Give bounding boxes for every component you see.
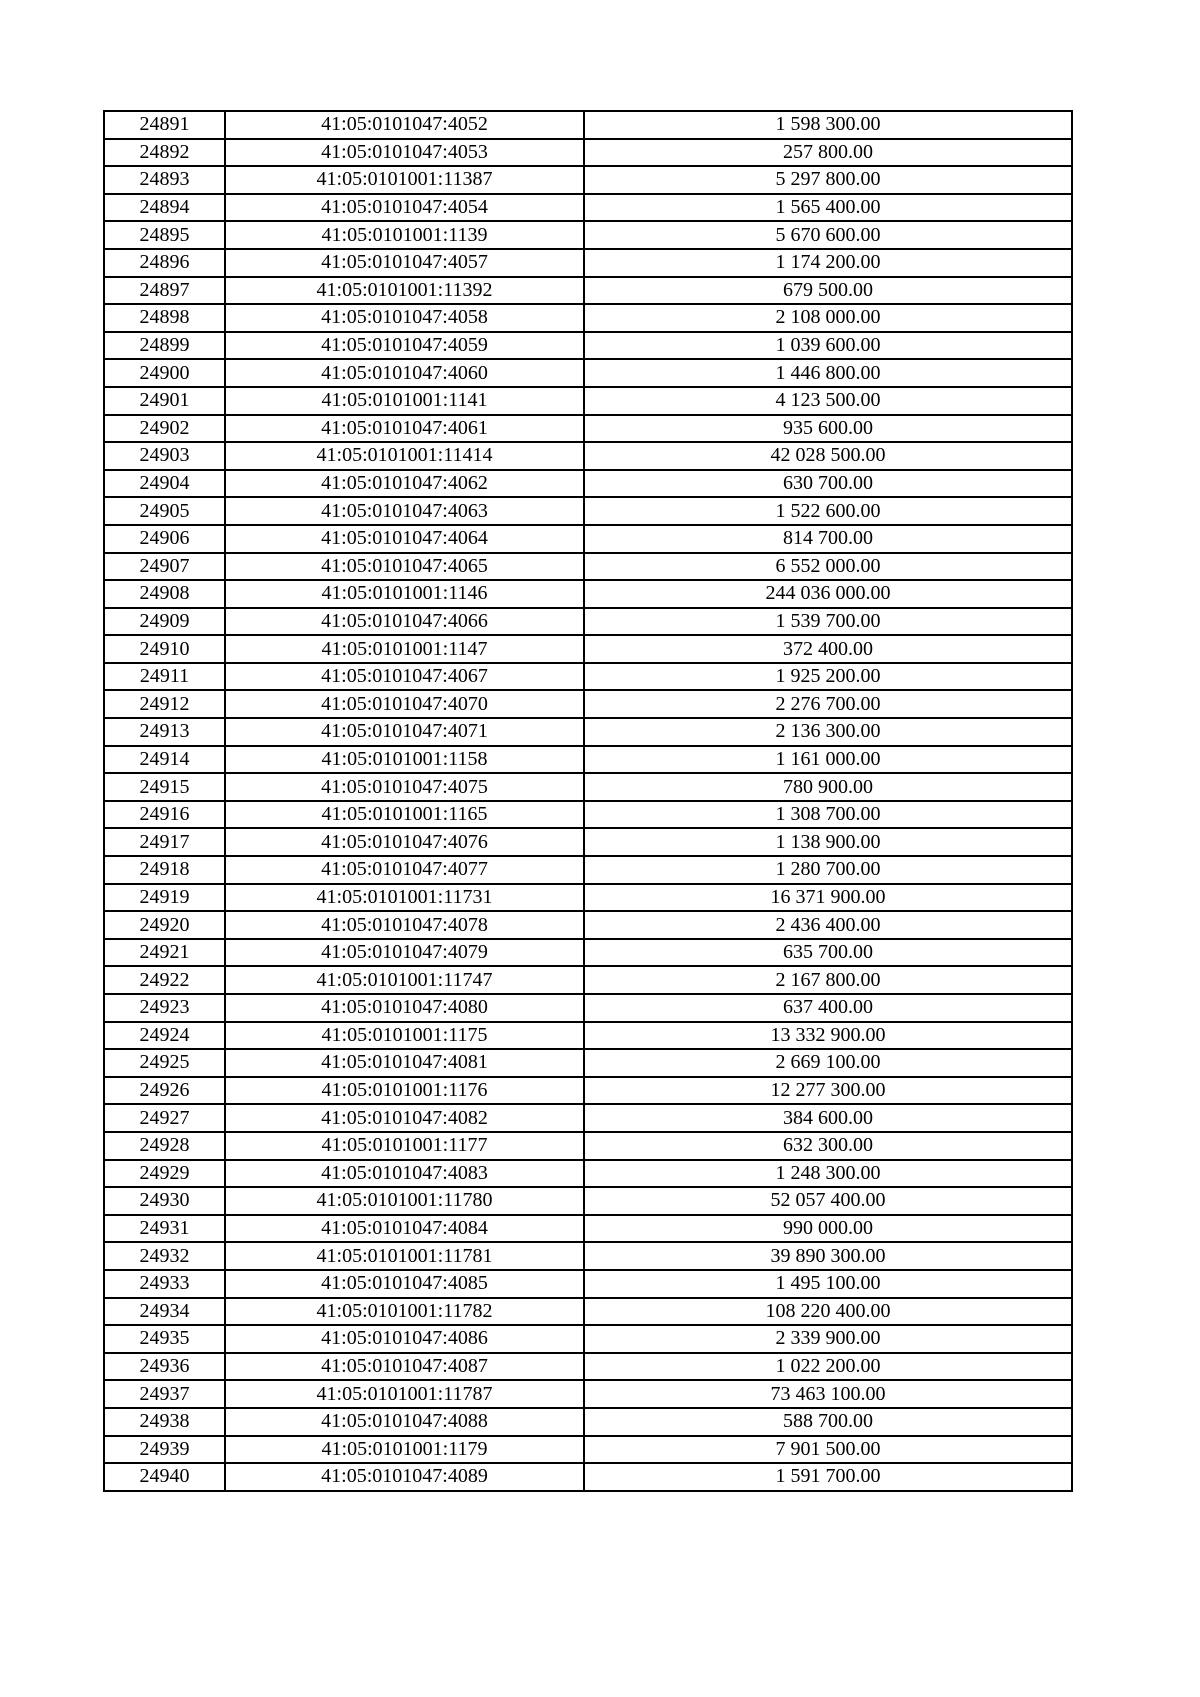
cadastral-number-cell: 41:05:0101047:4089 bbox=[225, 1463, 584, 1491]
cadastral-value-cell: 384 600.00 bbox=[584, 1104, 1072, 1132]
row-number-cell: 24919 bbox=[104, 884, 225, 912]
cadastral-number-cell: 41:05:0101001:1175 bbox=[225, 1022, 584, 1050]
cadastral-number-cell: 41:05:0101047:4057 bbox=[225, 249, 584, 277]
cadastral-value-cell: 1 522 600.00 bbox=[584, 497, 1072, 525]
table-row bbox=[104, 608, 1072, 636]
table-row bbox=[104, 801, 1072, 829]
cadastral-value-cell: 2 276 700.00 bbox=[584, 690, 1072, 718]
table-row bbox=[104, 1270, 1072, 1298]
table-row bbox=[104, 553, 1072, 581]
row-number-cell: 24902 bbox=[104, 415, 225, 443]
cadastral-number-cell: 41:05:0101001:1176 bbox=[225, 1077, 584, 1105]
cadastral-value-cell: 5 670 600.00 bbox=[584, 221, 1072, 249]
cadastral-value-cell: 257 800.00 bbox=[584, 139, 1072, 167]
table-row bbox=[104, 1408, 1072, 1436]
cadastral-value-cell: 1 495 100.00 bbox=[584, 1270, 1072, 1298]
row-number-cell: 24897 bbox=[104, 277, 225, 305]
cadastral-value-cell: 7 901 500.00 bbox=[584, 1436, 1072, 1464]
cadastral-number-cell: 41:05:0101001:11782 bbox=[225, 1298, 584, 1326]
cadastral-value-table bbox=[103, 110, 1073, 1492]
row-number-cell: 24920 bbox=[104, 911, 225, 939]
cadastral-value-cell: 244 036 000.00 bbox=[584, 580, 1072, 608]
row-number-cell: 24930 bbox=[104, 1187, 225, 1215]
cadastral-value-cell: 630 700.00 bbox=[584, 470, 1072, 498]
cadastral-value-cell: 2 436 400.00 bbox=[584, 911, 1072, 939]
row-number-cell: 24915 bbox=[104, 773, 225, 801]
cadastral-value-cell: 2 136 300.00 bbox=[584, 718, 1072, 746]
cadastral-number-cell: 41:05:0101047:4053 bbox=[225, 139, 584, 167]
cadastral-value-cell: 4 123 500.00 bbox=[584, 387, 1072, 415]
table-row bbox=[104, 994, 1072, 1022]
cadastral-number-cell: 41:05:0101001:11731 bbox=[225, 884, 584, 912]
cadastral-number-cell: 41:05:0101001:11781 bbox=[225, 1242, 584, 1270]
table-row bbox=[104, 966, 1072, 994]
cadastral-number-cell: 41:05:0101047:4060 bbox=[225, 359, 584, 387]
cadastral-value-cell: 679 500.00 bbox=[584, 277, 1072, 305]
row-number-cell: 24937 bbox=[104, 1380, 225, 1408]
row-number-cell: 24914 bbox=[104, 746, 225, 774]
cadastral-number-cell: 41:05:0101001:1179 bbox=[225, 1436, 584, 1464]
cadastral-value-cell: 1 308 700.00 bbox=[584, 801, 1072, 829]
row-number-cell: 24899 bbox=[104, 332, 225, 360]
cadastral-value-cell: 1 022 200.00 bbox=[584, 1353, 1072, 1381]
row-number-cell: 24933 bbox=[104, 1270, 225, 1298]
row-number-cell: 24907 bbox=[104, 553, 225, 581]
row-number-cell: 24898 bbox=[104, 304, 225, 332]
table-row bbox=[104, 1242, 1072, 1270]
cadastral-number-cell: 41:05:0101047:4054 bbox=[225, 194, 584, 222]
cadastral-value-cell: 6 552 000.00 bbox=[584, 553, 1072, 581]
row-number-cell: 24929 bbox=[104, 1160, 225, 1188]
cadastral-value-cell: 2 167 800.00 bbox=[584, 966, 1072, 994]
cadastral-number-cell: 41:05:0101047:4070 bbox=[225, 690, 584, 718]
table-row bbox=[104, 1463, 1072, 1491]
row-number-cell: 24936 bbox=[104, 1353, 225, 1381]
cadastral-value-cell: 780 900.00 bbox=[584, 773, 1072, 801]
table-row bbox=[104, 111, 1072, 139]
cadastral-value-cell: 372 400.00 bbox=[584, 635, 1072, 663]
table-row bbox=[104, 139, 1072, 167]
table-row bbox=[104, 1325, 1072, 1353]
cadastral-number-cell: 41:05:0101047:4081 bbox=[225, 1049, 584, 1077]
cadastral-value-cell: 1 565 400.00 bbox=[584, 194, 1072, 222]
table-row bbox=[104, 415, 1072, 443]
table-row bbox=[104, 387, 1072, 415]
table-row bbox=[104, 1132, 1072, 1160]
cadastral-number-cell: 41:05:0101047:4086 bbox=[225, 1325, 584, 1353]
row-number-cell: 24908 bbox=[104, 580, 225, 608]
cadastral-value-cell: 42 028 500.00 bbox=[584, 442, 1072, 470]
cadastral-number-cell: 41:05:0101001:11747 bbox=[225, 966, 584, 994]
cadastral-value-cell: 16 371 900.00 bbox=[584, 884, 1072, 912]
table-row bbox=[104, 1077, 1072, 1105]
cadastral-number-cell: 41:05:0101047:4078 bbox=[225, 911, 584, 939]
cadastral-value-cell: 632 300.00 bbox=[584, 1132, 1072, 1160]
cadastral-number-cell: 41:05:0101001:1158 bbox=[225, 746, 584, 774]
cadastral-number-cell: 41:05:0101047:4062 bbox=[225, 470, 584, 498]
cadastral-value-cell: 1 161 000.00 bbox=[584, 746, 1072, 774]
table-row bbox=[104, 470, 1072, 498]
table-row bbox=[104, 1298, 1072, 1326]
row-number-cell: 24927 bbox=[104, 1104, 225, 1132]
row-number-cell: 24934 bbox=[104, 1298, 225, 1326]
cadastral-value-cell: 1 446 800.00 bbox=[584, 359, 1072, 387]
row-number-cell: 24900 bbox=[104, 359, 225, 387]
cadastral-value-cell: 635 700.00 bbox=[584, 939, 1072, 967]
cadastral-number-cell: 41:05:0101001:1177 bbox=[225, 1132, 584, 1160]
cadastral-number-cell: 41:05:0101001:1165 bbox=[225, 801, 584, 829]
table-row bbox=[104, 166, 1072, 194]
row-number-cell: 24926 bbox=[104, 1077, 225, 1105]
cadastral-number-cell: 41:05:0101047:4085 bbox=[225, 1270, 584, 1298]
table-row bbox=[104, 1353, 1072, 1381]
cadastral-number-cell: 41:05:0101047:4087 bbox=[225, 1353, 584, 1381]
row-number-cell: 24924 bbox=[104, 1022, 225, 1050]
table-row bbox=[104, 884, 1072, 912]
table-row bbox=[104, 1380, 1072, 1408]
cadastral-number-cell: 41:05:0101047:4075 bbox=[225, 773, 584, 801]
table-row bbox=[104, 746, 1072, 774]
row-number-cell: 24938 bbox=[104, 1408, 225, 1436]
cadastral-value-cell: 13 332 900.00 bbox=[584, 1022, 1072, 1050]
table-row bbox=[104, 580, 1072, 608]
cadastral-number-cell: 41:05:0101047:4064 bbox=[225, 525, 584, 553]
row-number-cell: 24935 bbox=[104, 1325, 225, 1353]
table-row bbox=[104, 1022, 1072, 1050]
row-number-cell: 24940 bbox=[104, 1463, 225, 1491]
cadastral-number-cell: 41:05:0101001:11787 bbox=[225, 1380, 584, 1408]
table-row bbox=[104, 718, 1072, 746]
row-number-cell: 24916 bbox=[104, 801, 225, 829]
cadastral-value-cell: 73 463 100.00 bbox=[584, 1380, 1072, 1408]
row-number-cell: 24925 bbox=[104, 1049, 225, 1077]
cadastral-value-cell: 990 000.00 bbox=[584, 1215, 1072, 1243]
row-number-cell: 24917 bbox=[104, 828, 225, 856]
row-number-cell: 24901 bbox=[104, 387, 225, 415]
cadastral-value-cell: 2 339 900.00 bbox=[584, 1325, 1072, 1353]
cadastral-number-cell: 41:05:0101047:4052 bbox=[225, 111, 584, 139]
cadastral-value-cell: 588 700.00 bbox=[584, 1408, 1072, 1436]
cadastral-number-cell: 41:05:0101047:4083 bbox=[225, 1160, 584, 1188]
table-row bbox=[104, 525, 1072, 553]
cadastral-number-cell: 41:05:0101001:1147 bbox=[225, 635, 584, 663]
table-row bbox=[104, 277, 1072, 305]
cadastral-value-cell: 108 220 400.00 bbox=[584, 1298, 1072, 1326]
row-number-cell: 24918 bbox=[104, 856, 225, 884]
cadastral-value-cell: 52 057 400.00 bbox=[584, 1187, 1072, 1215]
cadastral-value-cell: 12 277 300.00 bbox=[584, 1077, 1072, 1105]
table-row bbox=[104, 635, 1072, 663]
table-row bbox=[104, 249, 1072, 277]
row-number-cell: 24910 bbox=[104, 635, 225, 663]
cadastral-value-cell: 1 591 700.00 bbox=[584, 1463, 1072, 1491]
cadastral-number-cell: 41:05:0101001:11780 bbox=[225, 1187, 584, 1215]
cadastral-value-cell: 1 280 700.00 bbox=[584, 856, 1072, 884]
cadastral-number-cell: 41:05:0101047:4076 bbox=[225, 828, 584, 856]
cadastral-number-cell: 41:05:0101001:11387 bbox=[225, 166, 584, 194]
table-row bbox=[104, 1104, 1072, 1132]
cadastral-number-cell: 41:05:0101047:4061 bbox=[225, 415, 584, 443]
cadastral-value-cell: 1 248 300.00 bbox=[584, 1160, 1072, 1188]
cadastral-value-cell: 814 700.00 bbox=[584, 525, 1072, 553]
cadastral-number-cell: 41:05:0101001:11414 bbox=[225, 442, 584, 470]
cadastral-value-cell: 1 138 900.00 bbox=[584, 828, 1072, 856]
row-number-cell: 24903 bbox=[104, 442, 225, 470]
table-row bbox=[104, 939, 1072, 967]
table-row bbox=[104, 663, 1072, 691]
table-row bbox=[104, 1215, 1072, 1243]
cadastral-value-cell: 1 598 300.00 bbox=[584, 111, 1072, 139]
cadastral-value-cell: 39 890 300.00 bbox=[584, 1242, 1072, 1270]
cadastral-number-cell: 41:05:0101001:1146 bbox=[225, 580, 584, 608]
row-number-cell: 24906 bbox=[104, 525, 225, 553]
cadastral-number-cell: 41:05:0101001:11392 bbox=[225, 277, 584, 305]
row-number-cell: 24892 bbox=[104, 139, 225, 167]
cadastral-value-cell: 2 108 000.00 bbox=[584, 304, 1072, 332]
cadastral-number-cell: 41:05:0101001:1141 bbox=[225, 387, 584, 415]
cadastral-number-cell: 41:05:0101047:4058 bbox=[225, 304, 584, 332]
table-row bbox=[104, 442, 1072, 470]
row-number-cell: 24911 bbox=[104, 663, 225, 691]
row-number-cell: 24939 bbox=[104, 1436, 225, 1464]
row-number-cell: 24894 bbox=[104, 194, 225, 222]
cadastral-value-cell: 1 539 700.00 bbox=[584, 608, 1072, 636]
table-row bbox=[104, 828, 1072, 856]
row-number-cell: 24895 bbox=[104, 221, 225, 249]
row-number-cell: 24893 bbox=[104, 166, 225, 194]
table-row bbox=[104, 911, 1072, 939]
row-number-cell: 24904 bbox=[104, 470, 225, 498]
cadastral-value-cell: 1 039 600.00 bbox=[584, 332, 1072, 360]
row-number-cell: 24905 bbox=[104, 497, 225, 525]
cadastral-number-cell: 41:05:0101047:4080 bbox=[225, 994, 584, 1022]
table-row bbox=[104, 856, 1072, 884]
cadastral-value-cell: 1 925 200.00 bbox=[584, 663, 1072, 691]
cadastral-number-cell: 41:05:0101001:1139 bbox=[225, 221, 584, 249]
table-row bbox=[104, 1049, 1072, 1077]
cadastral-number-cell: 41:05:0101047:4077 bbox=[225, 856, 584, 884]
row-number-cell: 24923 bbox=[104, 994, 225, 1022]
row-number-cell: 24912 bbox=[104, 690, 225, 718]
row-number-cell: 24928 bbox=[104, 1132, 225, 1160]
cadastral-number-cell: 41:05:0101047:4065 bbox=[225, 553, 584, 581]
table-row bbox=[104, 332, 1072, 360]
row-number-cell: 24913 bbox=[104, 718, 225, 746]
table-row bbox=[104, 773, 1072, 801]
cadastral-number-cell: 41:05:0101047:4071 bbox=[225, 718, 584, 746]
cadastral-value-cell: 935 600.00 bbox=[584, 415, 1072, 443]
table-row bbox=[104, 359, 1072, 387]
row-number-cell: 24932 bbox=[104, 1242, 225, 1270]
cadastral-number-cell: 41:05:0101047:4059 bbox=[225, 332, 584, 360]
row-number-cell: 24896 bbox=[104, 249, 225, 277]
table-row bbox=[104, 1187, 1072, 1215]
table-body bbox=[104, 111, 1072, 1491]
table-row bbox=[104, 1160, 1072, 1188]
table-row bbox=[104, 304, 1072, 332]
cadastral-value-cell: 5 297 800.00 bbox=[584, 166, 1072, 194]
table-row bbox=[104, 497, 1072, 525]
cadastral-value-cell: 1 174 200.00 bbox=[584, 249, 1072, 277]
cadastral-value-cell: 2 669 100.00 bbox=[584, 1049, 1072, 1077]
table-row bbox=[104, 194, 1072, 222]
row-number-cell: 24891 bbox=[104, 111, 225, 139]
row-number-cell: 24909 bbox=[104, 608, 225, 636]
cadastral-number-cell: 41:05:0101047:4082 bbox=[225, 1104, 584, 1132]
row-number-cell: 24931 bbox=[104, 1215, 225, 1243]
table-row bbox=[104, 221, 1072, 249]
table-row bbox=[104, 1436, 1072, 1464]
cadastral-number-cell: 41:05:0101047:4066 bbox=[225, 608, 584, 636]
cadastral-number-cell: 41:05:0101047:4063 bbox=[225, 497, 584, 525]
row-number-cell: 24922 bbox=[104, 966, 225, 994]
cadastral-number-cell: 41:05:0101047:4079 bbox=[225, 939, 584, 967]
table-row bbox=[104, 690, 1072, 718]
cadastral-value-cell: 637 400.00 bbox=[584, 994, 1072, 1022]
cadastral-number-cell: 41:05:0101047:4067 bbox=[225, 663, 584, 691]
cadastral-number-cell: 41:05:0101047:4084 bbox=[225, 1215, 584, 1243]
row-number-cell: 24921 bbox=[104, 939, 225, 967]
cadastral-number-cell: 41:05:0101047:4088 bbox=[225, 1408, 584, 1436]
